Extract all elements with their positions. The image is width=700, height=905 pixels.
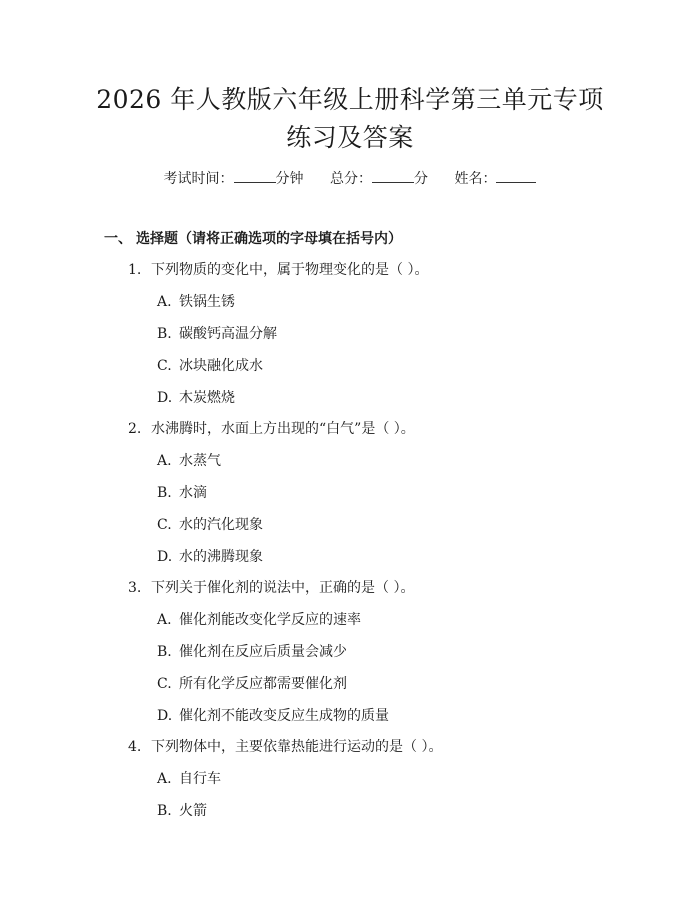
total-score-blank [372, 168, 414, 183]
question-2-option-c [157, 515, 263, 535]
question-text: 水沸腾时，水面上方出现的“白气”是（ ）。 [151, 421, 415, 437]
question-1-option-c [157, 356, 263, 376]
option-text: 水的汽化现象 [179, 517, 263, 533]
total-score-field [330, 168, 428, 189]
question-2-stem [128, 419, 415, 439]
option-text: 水滴 [179, 485, 207, 501]
exam-time-field [164, 168, 304, 189]
question-number: 4. [128, 739, 142, 755]
section-title: 选择题（请将正确选项的字母填在括号内） [136, 231, 402, 247]
question-1-stem [128, 260, 428, 280]
question-3-option-d [157, 706, 389, 726]
option-letter: A. [157, 771, 172, 787]
exam-time-label: 考试时间： [163, 171, 234, 187]
option-letter: B. [157, 644, 172, 660]
page-title-line-1: 2026 年人教版六年级上册科学第三单元专项 [96, 85, 604, 114]
question-1-option-d [157, 388, 235, 408]
option-letter: C. [157, 676, 172, 692]
exam-time-unit: 分钟 [275, 171, 304, 187]
option-letter: B. [157, 485, 172, 501]
option-letter: B. [157, 326, 172, 342]
question-2-option-d [157, 547, 263, 567]
question-3-option-b [157, 642, 347, 662]
student-name-field [454, 168, 536, 189]
exam-time-blank [234, 168, 276, 183]
student-name-label: 姓名： [454, 171, 497, 187]
option-text: 所有化学反应都需要催化剂 [179, 676, 347, 692]
question-number: 1. [128, 262, 142, 278]
question-3-option-c [157, 674, 347, 694]
question-text: 下列物体中，主要依靠热能进行运动的是（ ）。 [151, 739, 443, 755]
option-letter: A. [157, 294, 172, 310]
exam-info-bar [0, 168, 700, 189]
option-text: 碳酸钙高温分解 [179, 326, 277, 342]
question-3-stem [128, 578, 414, 598]
option-text: 催化剂在反应后质量会减少 [179, 644, 347, 660]
question-1-option-a [157, 292, 235, 312]
question-2-option-a [157, 451, 221, 471]
option-letter: D. [157, 549, 173, 565]
option-text: 冰块融化成水 [179, 358, 263, 374]
question-2-option-b [157, 483, 207, 503]
total-score-unit: 分 [414, 171, 428, 187]
question-4-stem [128, 737, 442, 757]
section-heading [104, 229, 402, 249]
option-letter: C. [157, 358, 172, 374]
question-text: 下列关于催化剂的说法中，正确的是（ ）。 [151, 580, 415, 596]
option-letter: A. [157, 453, 172, 469]
page-title-line-2: 练习及答案 [286, 123, 414, 152]
question-number: 2. [128, 421, 142, 437]
option-text: 火箭 [179, 803, 207, 819]
question-text: 下列物质的变化中，属于物理变化的是（ ）。 [151, 262, 429, 278]
question-4-option-b [157, 801, 207, 821]
option-text: 自行车 [179, 771, 221, 787]
option-text: 铁锅生锈 [179, 294, 235, 310]
option-letter: C. [157, 517, 172, 533]
question-4-option-a [157, 769, 221, 789]
student-name-blank [496, 168, 536, 183]
total-score-label: 总分： [330, 171, 372, 187]
option-letter: A. [157, 612, 172, 628]
question-1-option-b [157, 324, 277, 344]
option-letter: D. [157, 708, 173, 724]
option-text: 催化剂不能改变反应生成物的质量 [179, 708, 389, 724]
option-letter: D. [157, 390, 173, 406]
option-text: 水蒸气 [179, 453, 221, 469]
question-number: 3. [128, 580, 142, 596]
option-text: 木炭燃烧 [179, 390, 235, 406]
question-3-option-a [157, 610, 361, 630]
option-text: 水的沸腾现象 [179, 549, 263, 565]
option-letter: B. [157, 803, 172, 819]
section-number: 一、 [104, 231, 132, 247]
option-text: 催化剂能改变化学反应的速率 [179, 612, 361, 628]
